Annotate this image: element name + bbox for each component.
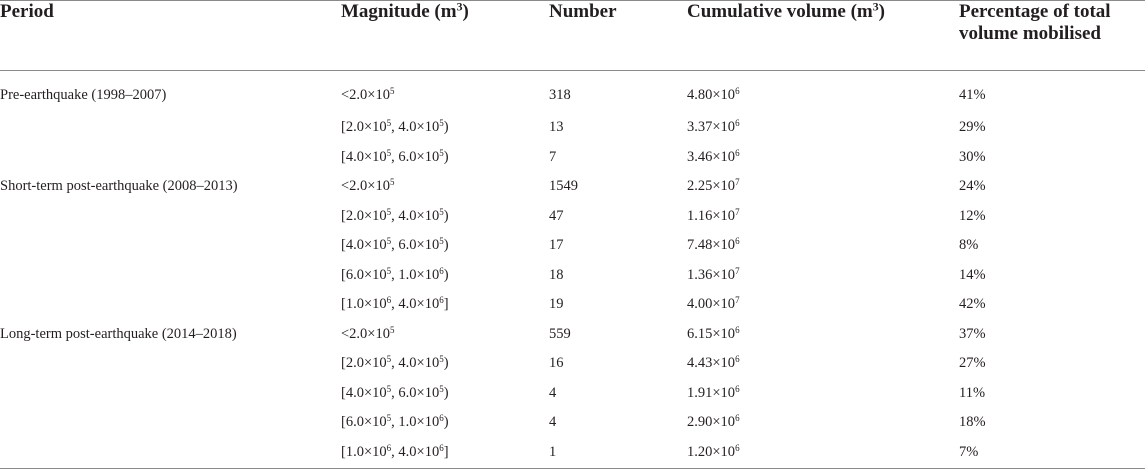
magnitude-text: [6.0×10: [341, 414, 387, 431]
magnitude-text: <2.0×10: [341, 178, 390, 195]
table-row: [0, 408, 1145, 438]
magnitude-text: , 4.0×10: [391, 355, 440, 372]
cell-period: [0, 290, 341, 320]
cell-period: Short-term post-earthquake (2008–2013): [0, 178, 238, 195]
cell-period: [0, 113, 341, 143]
volume-mantissa: 3.37×10: [687, 119, 736, 136]
table-row: [0, 379, 1145, 409]
magnitude-text: ): [443, 237, 449, 254]
cell-cumulative-volume: [687, 231, 959, 261]
cell-cumulative-volume: [687, 438, 959, 468]
volume-mantissa: 1.36×10: [687, 266, 736, 283]
cell-magnitude: [341, 320, 549, 350]
magnitude-exponent: 6: [439, 265, 444, 276]
magnitude-text: ): [443, 384, 449, 401]
magnitude-text: , 4.0×10: [391, 296, 440, 313]
volume-mantissa: 4.43×10: [687, 355, 736, 372]
magnitude-text: [4.0×10: [341, 148, 387, 165]
magnitude-text: , 1.0×10: [391, 414, 440, 431]
magnitude-text: ]: [443, 296, 449, 313]
magnitude-text: , 6.0×10: [391, 384, 440, 401]
magnitude-exponent: 5: [386, 383, 392, 394]
magnitude-exponent: 5: [439, 206, 444, 217]
header-magnitude-close: ): [462, 1, 469, 22]
volume-exponent: 6: [735, 383, 740, 394]
cell-period: [0, 349, 341, 379]
magnitude-text: ): [443, 207, 449, 224]
cell-percentage: 27%: [959, 355, 986, 372]
volume-mantissa: 3.46×10: [687, 148, 736, 165]
cell-period: [0, 202, 341, 232]
volume-mantissa: 6.15×10: [687, 325, 736, 342]
volume-mantissa: 4.80×10: [687, 87, 736, 103]
magnitude-text: <2.0×10: [341, 87, 390, 103]
cell-magnitude: [341, 408, 549, 438]
table-row: [0, 290, 1145, 320]
table-row: [0, 70, 1145, 113]
cell-cumulative-volume: [687, 202, 959, 232]
cell-magnitude: [341, 379, 549, 409]
magnitude-text: , 6.0×10: [391, 148, 440, 165]
cell-cumulative-volume: [687, 143, 959, 173]
header-percentage: [959, 0, 1145, 70]
cell-period: [0, 231, 341, 261]
cell-number: 19: [549, 296, 564, 313]
table-row: [0, 320, 1145, 350]
cell-period: Long-term post-earthquake (2014–2018): [0, 325, 237, 342]
cell-percentage: 41%: [959, 87, 986, 103]
cell-number: 559: [549, 325, 571, 342]
magnitude-text: ): [443, 355, 449, 372]
magnitude-text: ): [443, 414, 449, 431]
magnitude-text: [4.0×10: [341, 384, 387, 401]
cell-percentage: 14%: [959, 266, 986, 283]
volume-exponent: 7: [735, 206, 740, 217]
cell-percentage: 42%: [959, 296, 986, 313]
volume-exponent: 6: [735, 354, 740, 365]
magnitude-exponent: 5: [389, 177, 395, 188]
magnitude-text: ]: [443, 443, 449, 460]
cell-percentage: 18%: [959, 414, 986, 431]
magnitude-text: [1.0×10: [341, 443, 387, 460]
volume-mantissa: 2.90×10: [687, 414, 736, 431]
header-cumulative-close: ): [878, 1, 885, 22]
cell-percentage: 7%: [959, 443, 979, 460]
magnitude-text: [2.0×10: [341, 207, 387, 224]
volume-exponent: 6: [735, 86, 740, 97]
cell-number: 318: [549, 87, 571, 103]
magnitude-text: , 4.0×10: [391, 119, 440, 136]
table-row: [0, 261, 1145, 291]
table-body: [0, 70, 1145, 467]
magnitude-text: , 1.0×10: [391, 266, 440, 283]
cell-magnitude: [341, 349, 549, 379]
cell-cumulative-volume: [687, 172, 959, 202]
magnitude-exponent: 5: [386, 206, 392, 217]
magnitude-text: [2.0×10: [341, 355, 387, 372]
cell-percentage: 11%: [959, 384, 986, 401]
table-row: [0, 438, 1145, 468]
cell-magnitude: [341, 261, 549, 291]
volume-exponent: 7: [735, 295, 740, 306]
cell-percentage: 30%: [959, 148, 986, 165]
magnitude-text: , 4.0×10: [391, 207, 440, 224]
volume-mantissa: 1.91×10: [687, 384, 736, 401]
magnitude-exponent: 5: [386, 236, 392, 247]
magnitude-exponent: 6: [439, 413, 444, 424]
cell-cumulative-volume: [687, 261, 959, 291]
volume-exponent: 6: [735, 324, 740, 335]
cell-magnitude: [341, 202, 549, 232]
table-row: [0, 172, 1145, 202]
magnitude-exponent: 6: [386, 442, 392, 453]
cell-number: 13: [549, 119, 564, 136]
cell-percentage: 24%: [959, 178, 986, 195]
magnitude-exponent: 5: [386, 265, 392, 276]
header-cumulative-label: Cumulative volume (m: [687, 1, 873, 22]
cell-magnitude: [341, 231, 549, 261]
cell-period: [0, 438, 341, 468]
volume-exponent: 7: [735, 177, 740, 188]
cell-number: 4: [549, 414, 557, 431]
volume-mantissa: 1.20×10: [687, 443, 736, 460]
cell-magnitude: [341, 113, 549, 143]
table-header: [0, 0, 1145, 70]
header-number-label: Number: [549, 1, 617, 22]
cell-magnitude: [341, 143, 549, 173]
cell-period: [0, 143, 341, 173]
header-cumulative-exponent: 3: [872, 0, 879, 14]
magnitude-exponent: 5: [439, 118, 444, 129]
cell-number: 1549: [549, 178, 578, 195]
header-period-label: Period: [0, 1, 54, 22]
cell-cumulative-volume: [687, 349, 959, 379]
table-row: [0, 143, 1145, 173]
header-percentage-line2: volume mobilised: [959, 23, 1101, 44]
volume-mantissa: 1.16×10: [687, 207, 736, 224]
cell-period: [0, 379, 341, 409]
header-magnitude-exponent: 3: [456, 0, 463, 14]
table-row: [0, 349, 1145, 379]
cell-number: 18: [549, 266, 564, 283]
magnitude-exponent: 5: [439, 354, 444, 365]
cell-percentage: 8%: [959, 237, 979, 254]
header-period: [0, 0, 341, 70]
volume-exponent: 6: [735, 442, 740, 453]
volume-exponent: 6: [735, 413, 740, 424]
cell-cumulative-volume: [687, 113, 959, 143]
cell-number: 1: [549, 443, 557, 460]
volume-exponent: 7: [735, 265, 740, 276]
table-row: [0, 202, 1145, 232]
magnitude-text: ): [443, 266, 449, 283]
header-magnitude-label: Magnitude (m: [341, 1, 457, 22]
magnitude-exponent: 5: [389, 86, 395, 97]
cell-magnitude: [341, 172, 549, 202]
magnitude-exponent: 5: [386, 354, 392, 365]
cell-number: 17: [549, 237, 564, 254]
cell-number: 4: [549, 384, 557, 401]
magnitude-text: [6.0×10: [341, 266, 387, 283]
cell-number: 16: [549, 355, 564, 372]
magnitude-exponent: 5: [386, 413, 392, 424]
volume-mantissa: 4.00×10: [687, 296, 736, 313]
magnitude-text: ): [443, 148, 449, 165]
cell-number: 47: [549, 207, 564, 224]
header-number: [549, 0, 687, 70]
magnitude-exponent: 6: [386, 295, 392, 306]
cell-cumulative-volume: [687, 320, 959, 350]
cell-magnitude: [341, 290, 549, 320]
header-row: [0, 0, 1145, 70]
table-row: [0, 113, 1145, 143]
magnitude-exponent: 5: [389, 324, 395, 335]
cell-magnitude: [341, 438, 549, 468]
header-percentage-line1: Percentage of total: [959, 1, 1111, 22]
cell-cumulative-volume: [687, 408, 959, 438]
magnitude-text: , 4.0×10: [391, 443, 440, 460]
magnitude-exponent: 6: [439, 295, 444, 306]
cell-percentage: 29%: [959, 119, 986, 136]
magnitude-text: , 6.0×10: [391, 237, 440, 254]
cell-period: [0, 408, 341, 438]
volume-mantissa: 7.48×10: [687, 237, 736, 254]
magnitude-exponent: 5: [439, 236, 444, 247]
header-cumulative-volume: [687, 0, 959, 70]
cell-cumulative-volume: [687, 379, 959, 409]
magnitude-text: [2.0×10: [341, 119, 387, 136]
table-bottom-rule: [0, 468, 1145, 469]
magnitude-exponent: 5: [439, 383, 444, 394]
volume-exponent: 6: [735, 147, 740, 158]
volume-mantissa: 2.25×10: [687, 178, 736, 195]
magnitude-exponent: 5: [386, 118, 392, 129]
cell-magnitude: [341, 70, 549, 113]
cell-percentage: 37%: [959, 325, 986, 342]
magnitude-text: [1.0×10: [341, 296, 387, 313]
magnitude-exponent: 6: [439, 442, 444, 453]
cell-cumulative-volume: [687, 70, 959, 113]
volume-exponent: 6: [735, 236, 740, 247]
cell-period: Pre-earthquake (1998–2007): [0, 87, 167, 103]
magnitude-exponent: 5: [386, 147, 392, 158]
magnitude-text: [4.0×10: [341, 237, 387, 254]
magnitude-text: <2.0×10: [341, 325, 390, 342]
magnitude-text: ): [443, 119, 449, 136]
cell-period: [0, 261, 341, 291]
cell-cumulative-volume: [687, 290, 959, 320]
volume-exponent: 6: [735, 118, 740, 129]
table-row: [0, 231, 1145, 261]
cell-percentage: 12%: [959, 207, 986, 224]
magnitude-exponent: 5: [439, 147, 444, 158]
header-magnitude: [341, 0, 549, 70]
cell-number: 7: [549, 148, 557, 165]
